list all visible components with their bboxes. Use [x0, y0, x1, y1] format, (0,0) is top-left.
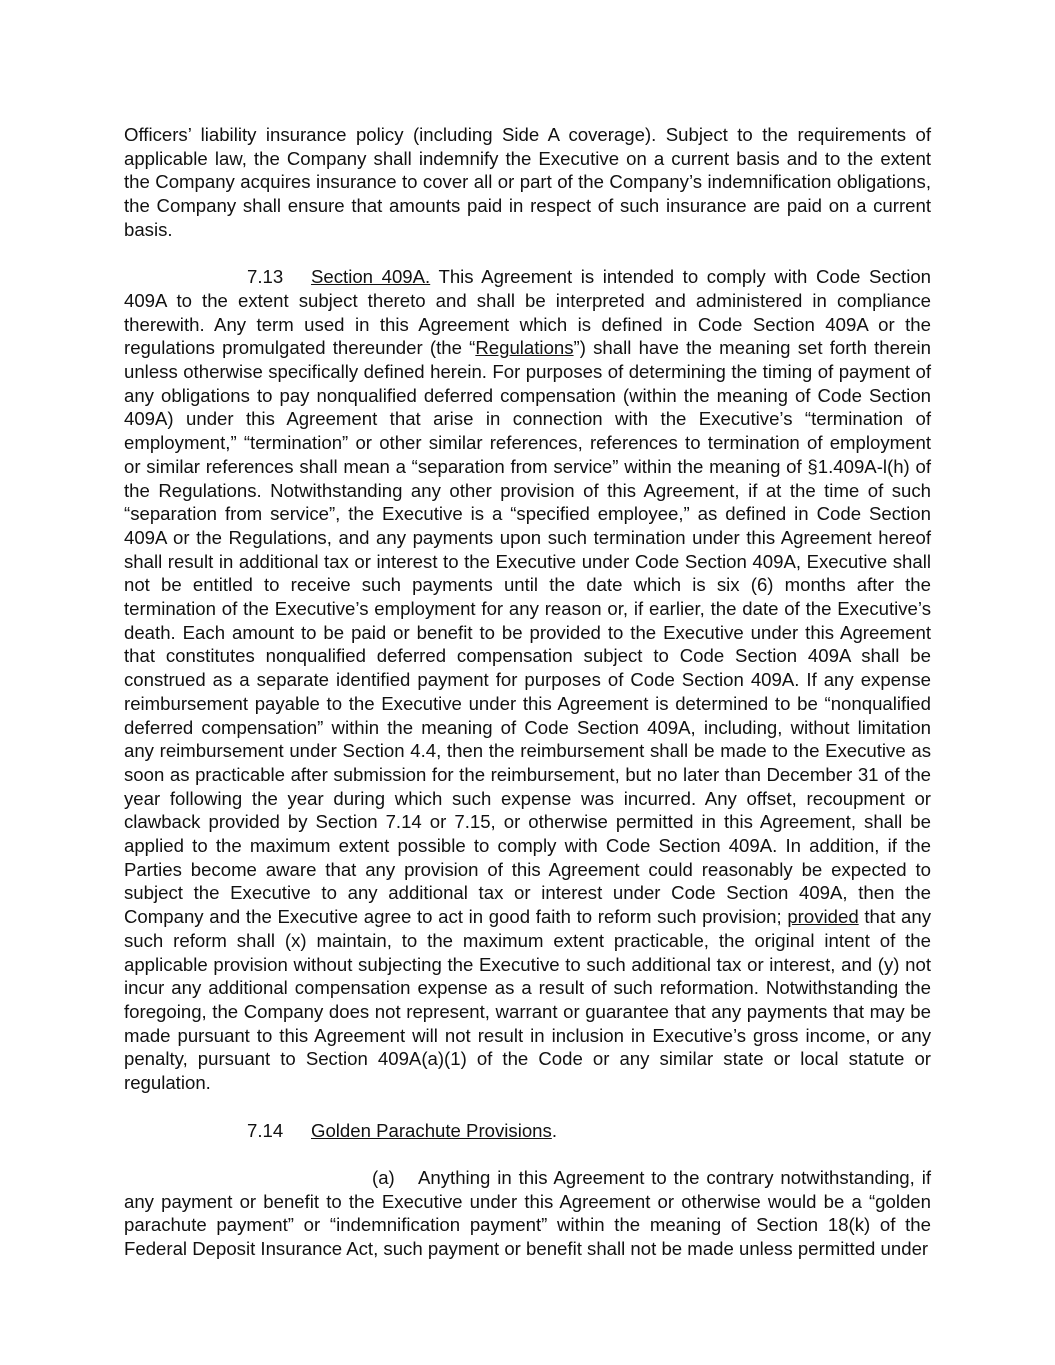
document-page — [124, 123, 931, 1284]
subsection-text: Anything in this Agreement to the contrary notwithstanding, if any payment or benefit to the Executive under this Agreement or otherwise would be a “golden parachute payment” or “indemnification payment” within the meaning of Section 18(k) of the Federal Deposit Insurance Act, such payment or benefit shall not be made unless permitted under — [124, 1166, 931, 1259]
section-text: This Agreement is intended to comply with Code Section 409A to the extent subject thereto and shall be interpreted and administered in compliance therewith. Any term used in this Agreement which is defined in Code Section 409A or the regulations promulgated thereunder (the “ — [124, 266, 932, 359]
defined-term-regulations: Regulations — [475, 337, 574, 359]
section-number: 7.14 — [247, 1119, 284, 1141]
subsection-label: (a) — [372, 1166, 395, 1188]
section-text: that any such reform shall (x) maintain, to the maximum extent practicable, the original intent of the applicable provision without subjecting the Executive to such additional tax or interest, and (y) not incur any additional compensation expense as a result of such reformation. Notwithstanding the foregoing, the Company does not represent, warrant or guarantee that any payments that may be made pursuant to this Agreement will not result in inclusion in Executive’s gross income, or any penalty, pursuant to Section 409A(a)(1) of the Code or any similar state or local statute or regulation. — [124, 906, 932, 1094]
section-7-14-heading — [124, 1119, 931, 1143]
section-title: Section 409A. — [311, 266, 431, 288]
paragraph-insurance-indemnification: Officers’ liability insurance policy (including Side A coverage). Subject to the requirements of applicable law, the Company shall indemnify the Executive on a current basis and to the extent the Company acquires insurance to cover all or part of the Company’s indemnification obligations, the Company shall ensure that amounts paid in respect of such insurance are paid on a current basis. — [124, 124, 931, 240]
section-number: 7.13 — [247, 266, 284, 288]
section-title-suffix: . — [551, 1119, 557, 1141]
subsection-a — [124, 1166, 931, 1261]
section-text: ”) shall have the meaning set forth therein unless otherwise specifically defined herein. For purposes of determining the timing of payment of any obligations to pay nonqualified deferred compensation (within the meaning of Code Section 409A) under this Agreement that arise in connection with the Executive’s “termination of employment,” “termination” or other similar references, references to termination of employment or similar references shall mean a “separation from service” within the meaning of §1.409A-l(h) of the Regulations. Notwithstanding any other provision of this Agreement, if at the time of such “separation from service”, the Executive is a “specified employee,” as defined in Code Section 409A or the Regulations, and any payments upon such termination under this Agreement hereof shall result in additional tax or interest to the Executive under Code Section 409A, Executive shall not be entitled to receive such payments until the date which is six (6) months after the termination of the Executive’s employment for any reason or, if earlier, the date of the Executive’s death. Each amount to be paid or benefit to be provided to the Executive under this Agreement that constitutes nonqualified deferred compensation subject to Code Section 409A shall be construed as a separate identified payment for purposes of Code Section 409A. If any expense reimbursement payable to the Executive under this Agreement is determined to be “nonqualified deferred compensation” within the meaning of Code Section 409A, including, without limitation any reimbursement under Section 4.4, then the reimbursement shall be made to the Executive as soon as practicable after submission for the reimbursement, but no later than December 31 of the year following the year during which such expense was incurred. Any offset, recoupment or clawback provided by Section 7.14 or 7.15, or otherwise permitted in this Agreement, shall be applied to the maximum extent possible to comply with Code Section 409A. In addition, if the Parties become aware that any provision of this Agreement could reasonably be expected to subject the Executive to any additional tax or interest under Code Section 409A, then the Company and the Executive agree to act in good faith to reform such provision; — [124, 337, 931, 928]
section-title: Golden Parachute Provisions — [311, 1119, 552, 1141]
section-7-13 — [124, 265, 931, 1095]
proviso-term: provided — [787, 906, 859, 928]
